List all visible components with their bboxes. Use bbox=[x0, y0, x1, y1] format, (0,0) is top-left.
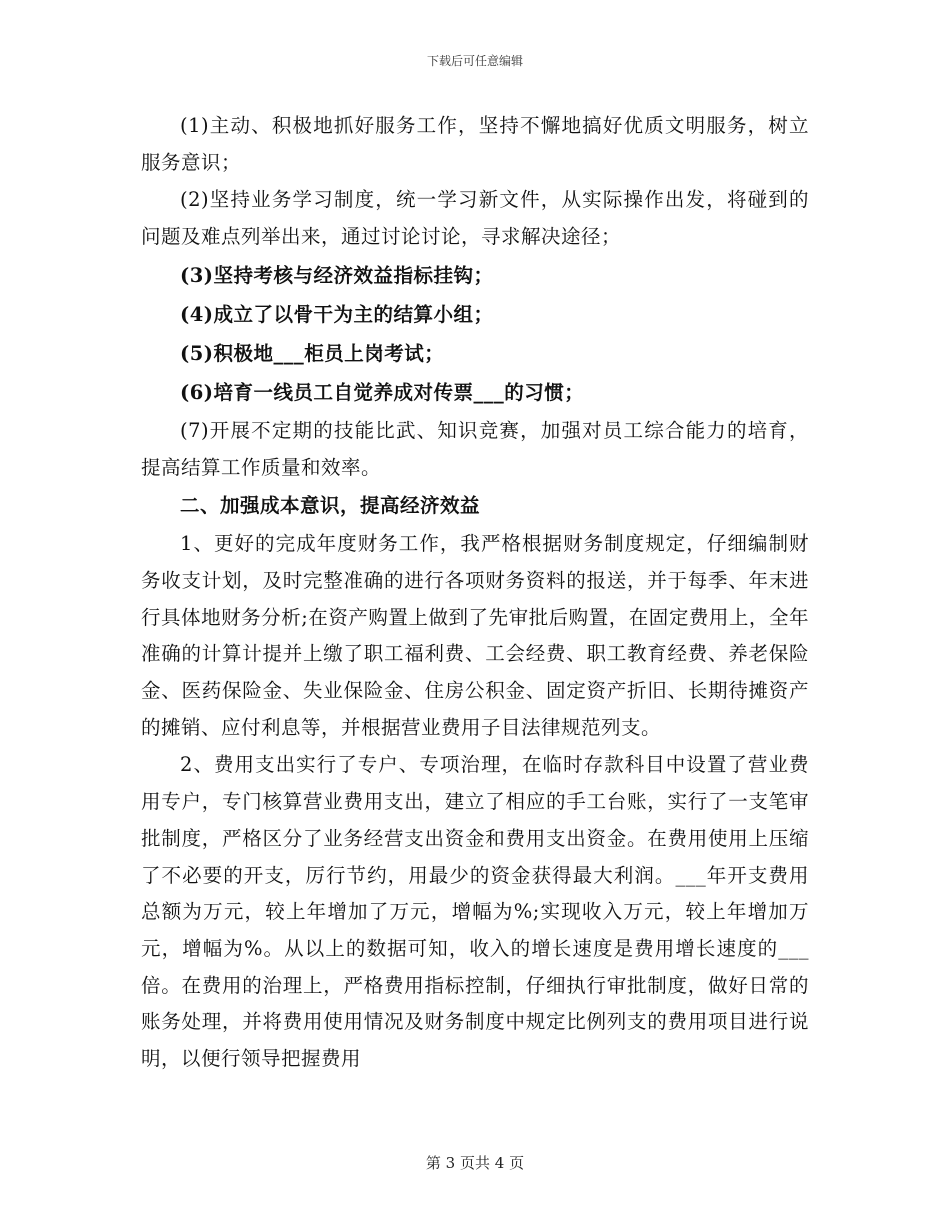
paragraph-item-3: (3)坚持考核与经济效益指标挂钩； bbox=[180, 263, 494, 287]
section-heading: 二、加强成本意识，提高经济效益 bbox=[180, 494, 481, 518]
paragraph-item-4: (4)成立了以骨干为主的结算小组； bbox=[180, 302, 494, 326]
paragraph-financial-work: 1、更好的完成年度财务工作，我严格根据财务制度规定，仔细编制财务收支计划，及时完整准确的进行各项财务资料的报送，并于每季、年末进行具体地财务分析;在资产购置上做到了先审批后购置，在固定费用上，全年准确的计算计提并上缴了职工福利费、工会经费、职工教育经费、养老保险金、医药保险金、失业保险金、住房公积金、固定资产折旧、长期待摊资产的摊销、应付利息等，并根据营业费用子目法律规范列支。 bbox=[141, 532, 809, 739]
paragraph-item-7: (7)开展不定期的技能比武、知识竞赛，加强对员工综合能力的培育，提高结算工作质量和效率。 bbox=[141, 418, 809, 479]
paragraph-expense-management: 2、费用支出实行了专户、专项治理，在临时存款科目中设置了营业费用专户，专门核算营业费用支出，建立了相应的手工台账，实行了一支笔审批制度，严格区分了业务经营支出资金和费用支出资金。在费用使用上压缩了不必要的开支，厉行节约，用最少的资金获得最大利润。___年开支费用总额为万元，较上年增加了万元，增幅为%;实现收入万元，较上年增加万元，增幅为%。从以上的数据可知，收入的增长速度是费用增长速度的___倍。在费用的治理上，严格费用指标控制，仔细执行审批制度，做好日常的账务处理，并将费用使用情况及财务制度中规定比例列支的费用项目进行说明，以便行领导把握费用 bbox=[141, 753, 809, 1071]
page-footer: 第 3 页共 4 页 bbox=[425, 1154, 525, 1172]
paragraph-item-1: (1)主动、积极地抓好服务工作，坚持不懈地搞好优质文明服务，树立服务意识； bbox=[141, 114, 809, 174]
paragraph-item-5: (5)积极地___柜员上岗考试； bbox=[180, 341, 445, 365]
paragraph-item-6: (6)培育一线员工自觉养成对传票___的习惯； bbox=[180, 380, 585, 404]
document-body bbox=[141, 108, 809, 1079]
page-header: 下载后可任意编辑 bbox=[426, 54, 523, 68]
paragraph-item-2: (2)坚持业务学习制度，统一学习新文件，从实际操作出发，将碰到的问题及难点列举出来，通过讨论讨论，寻求解决途径； bbox=[141, 188, 809, 249]
